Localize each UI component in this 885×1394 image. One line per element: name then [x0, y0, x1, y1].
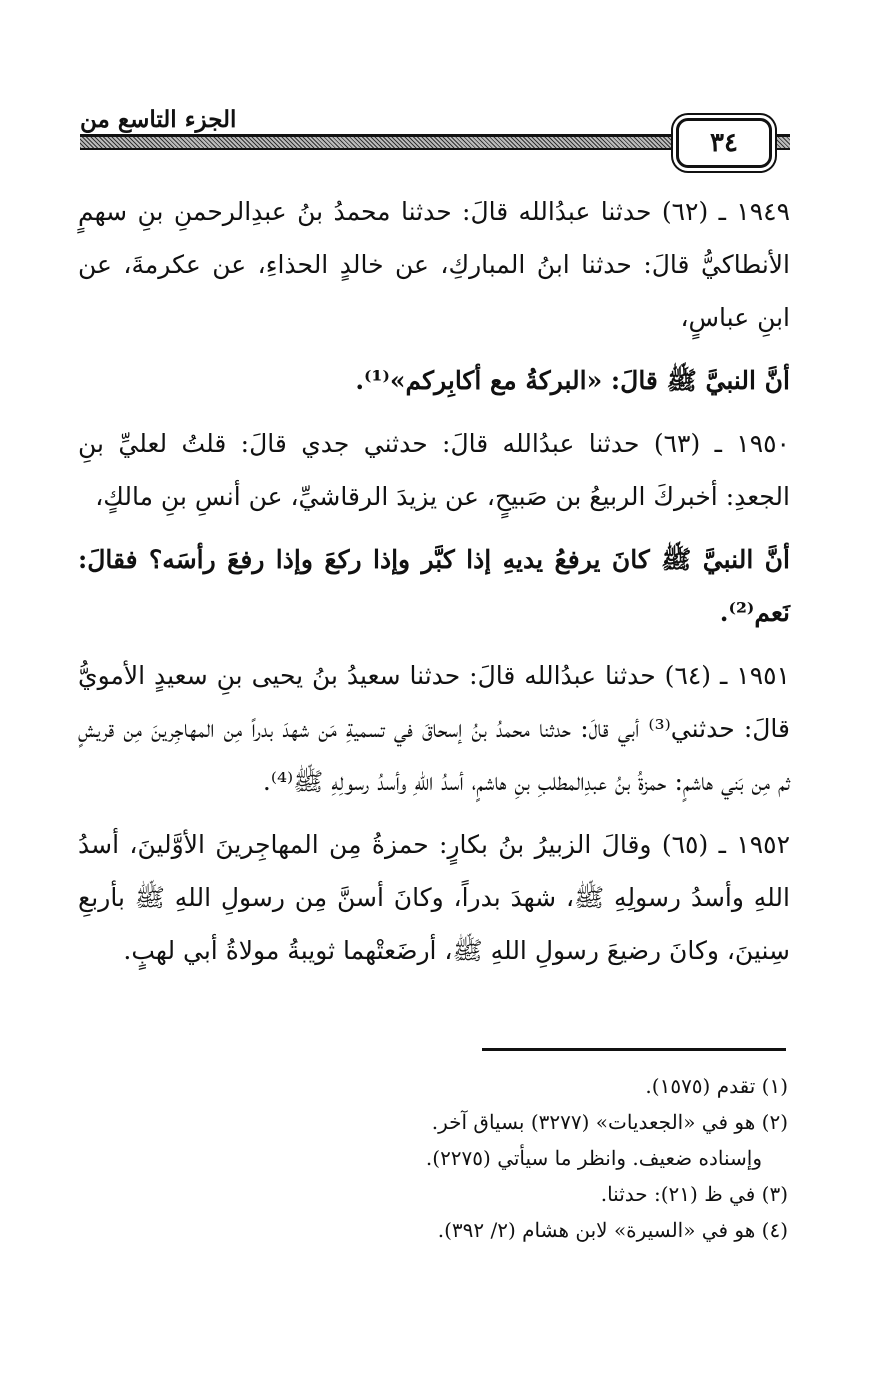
hadith-1949: ١٩٤٩ ـ (٦٢) حدثنا عبدُالله قالَ: حدثنا محمدُ بنُ عبدِالرحمنِ بنِ سهمٍ الأنطاكيُّ قالَ: حدثنا ابنُ المباركِ، عن خالدٍ الحذاءِ، عن عكرمةَ، عن ابنِ عباسٍ، [78, 197, 790, 332]
footnote-2: (٢) هو في «الجعديات» (٣٢٧٧) بسياق آخر. [431, 1110, 788, 1134]
hadith-1949-matn: أنَّ النبيَّ ﷺ قالَ: «البركةُ مع أكابِركم»⁽¹⁾. [355, 366, 790, 395]
hadith-1952: ١٩٥٢ ـ (٦٥) وقالَ الزبيرُ بنُ بكارٍ: حمزةُ مِن المهاجِرينَ الأوَّلينَ، أسدُ اللهِ وأسدُ رسولِهِ ﷺ، شهدَ بدراً، وكانَ أسنَّ مِن رسولِ اللهِ ﷺ بأربعِ سِنينَ، وكانَ رضيعَ رسولِ اللهِ ﷺ، أرضَعتْهما ثويبةُ مولاةُ أبي لهبٍ. [78, 830, 790, 965]
page-number: ٣٤ [676, 118, 772, 168]
footnote-2-continued: وإسناده ضعيف. وانظر ما سيأتي (٢٢٧٥). [425, 1146, 762, 1170]
footnote-rule [482, 1048, 786, 1051]
running-title: الجزء التاسع من [80, 106, 237, 133]
hadith-1950-matn: أنَّ النبيَّ ﷺ كانَ يرفعُ يديهِ إذا كبَّر وإذا ركعَ وإذا رفعَ رأسَه؟ فقالَ: نَعم⁽²⁾. [78, 545, 790, 627]
footnote-4: (٤) هو في «السيرة» لابن هشام (٢/ ٣٩٢). [437, 1218, 788, 1242]
page-header [80, 92, 790, 172]
footnote-3: (٣) في ظ (٢١): حدثنا. [600, 1182, 788, 1206]
hadith-1950: ١٩٥٠ ـ (٦٣) حدثنا عبدُالله قالَ: حدثني جدي قالَ: قلتُ لعليِّ بنِ الجعدِ: أخبركَ الربيعُ بن صَبيحٍ، عن يزيدَ الرقاشيِّ، عن أنسِ بنِ مالكٍ، [78, 429, 790, 511]
hadith-1951: ١٩٥١ ـ (٦٤) حدثنا عبدُالله قالَ: حدثنا سعيدُ بنُ يحيى بنِ سعيدٍ الأمويُّ قالَ: حدثني⁽³⁾ أبي قالَ: حدثنا محمدُ بنُ إسحاقَ في تسميةِ مَن شهدَ بدراً مِن المهاجِرينَ مِن قريشٍ ثم مِن بَني هاشمٍ: حمزةُ بنُ عبدِالمطلبِ بنِ هاشمٍ، أسدُ اللهِ وأسدُ رسولِهِ ﷺ⁽⁴⁾. [78, 661, 790, 796]
footnote-1: (١) تقدم (١٥٧٥). [645, 1074, 788, 1098]
main-text [78, 185, 790, 987]
footnotes [300, 1068, 788, 1248]
